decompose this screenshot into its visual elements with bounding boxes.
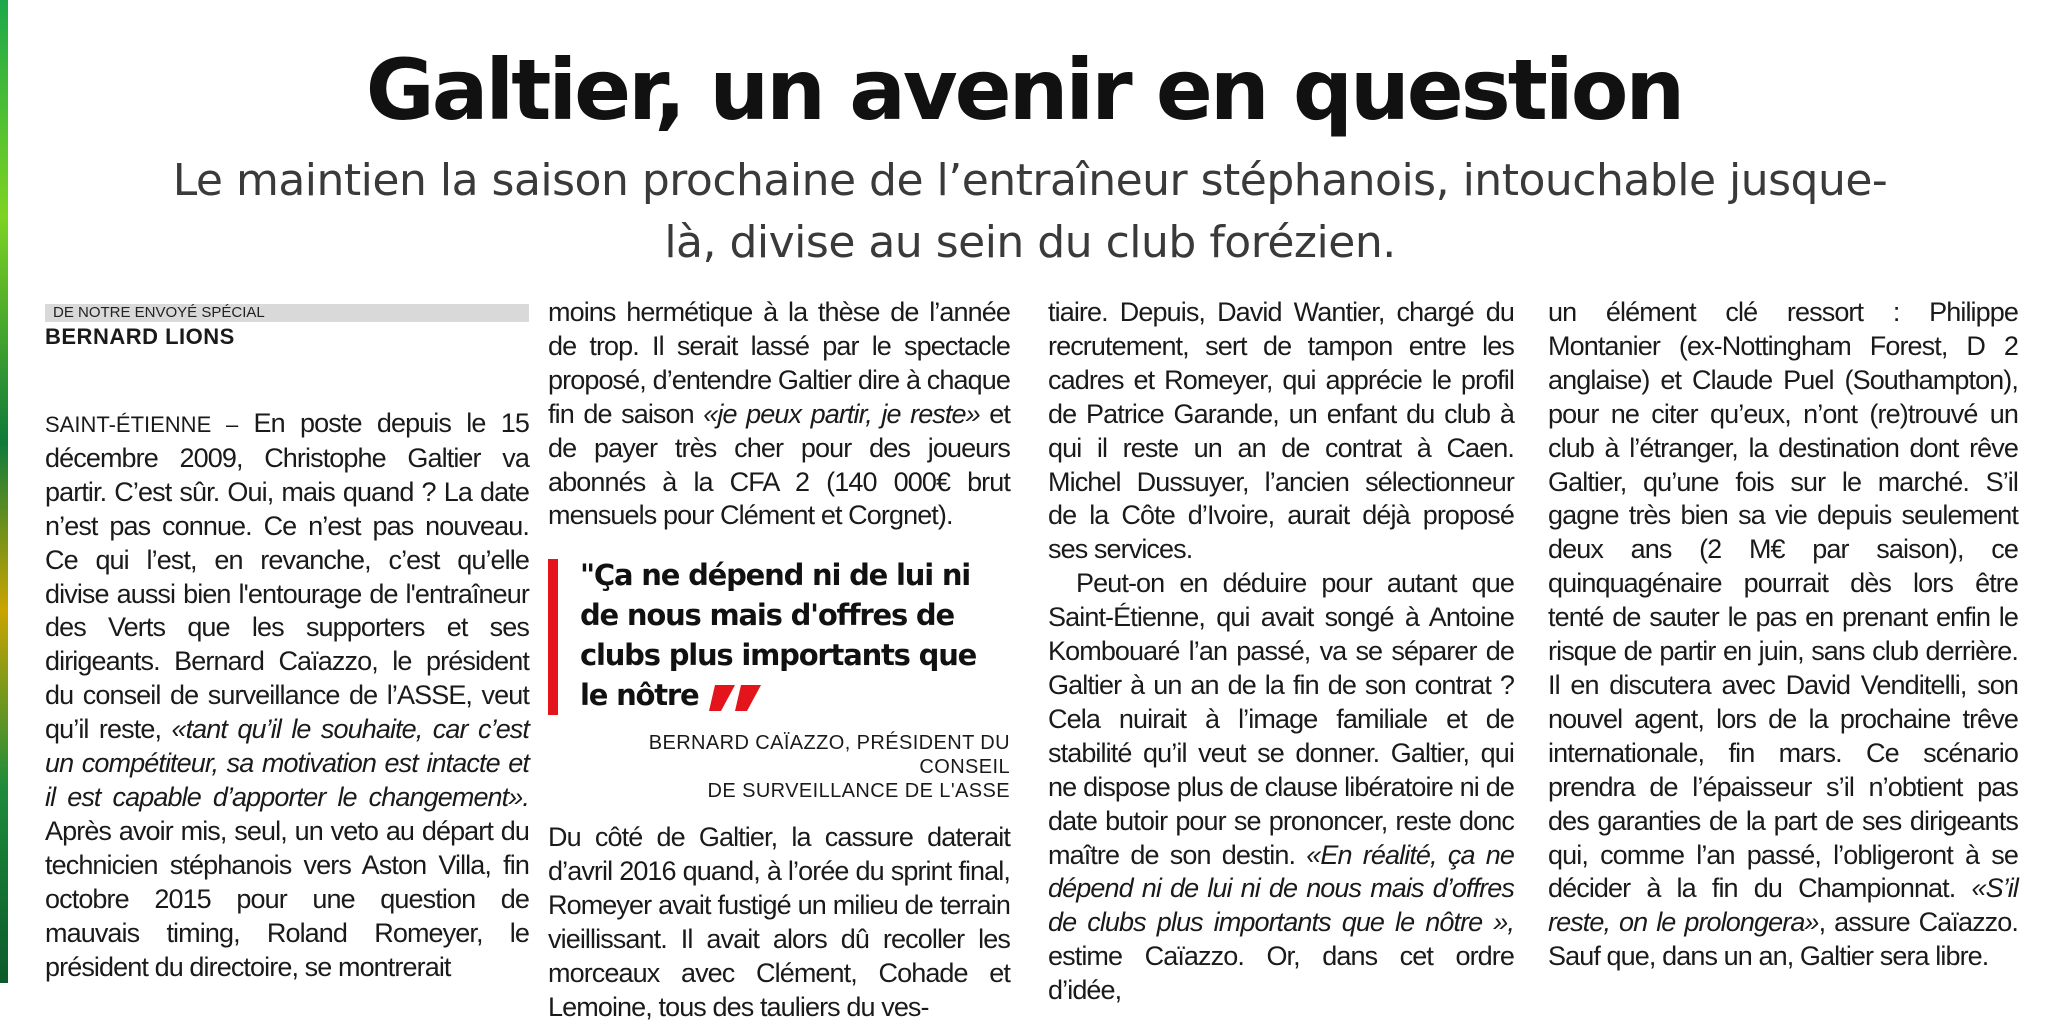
pull-quote [548, 555, 1010, 803]
text-run: En poste depuis le 15 décembre 2009, Christophe Galtier va partir. C’est sûr. Oui, mais quand ? La date n’est pas connue. Ce n’est pas nouveau. Ce qui l’est, en revanche, c’est qu’elle divise aussi bien l'entourage de l'entraîneur des Verts que les supporters et ses dirigeants. Bernard Caïazzo, le président du conseil de surveillance de l’ASSE, veut qu’il reste, [45, 408, 529, 745]
closing-quote-icon [709, 683, 767, 723]
pull-quote-words: "Ça ne dépend ni de lui ni de nous mais d'offres de clubs plus importants que le nôtre [580, 558, 977, 713]
pull-quote-bar [548, 559, 558, 715]
text-run: moins hermétique à la thèse de l’année de trop. Il serait lassé par le spectacle proposé, d’entendre Galtier dire à chaque fin de saison [548, 297, 1010, 429]
paragraph [45, 407, 529, 984]
pull-quote-attribution [580, 731, 1010, 803]
column-1 [45, 294, 529, 983]
text-run: Après avoir mis, seul, un veto au départ du technicien stéphanois vers Aston Villa, fin octobre 2015 pour une question de mauvais timing, Roland Romeyer, le président du directoire, se montrerait [45, 815, 529, 982]
paragraph [1548, 296, 2018, 974]
text-run: , assure Caïazzo. Sauf que, dans un an, Galtier sera libre. [1548, 907, 2019, 972]
paragraph [1048, 567, 1514, 1008]
headline: Galtier, un avenir en question [365, 41, 1683, 139]
text-run: estime Caïazzo. Or, dans cet ordre d’idée, [1048, 941, 1514, 1006]
text-run: un élément clé ressort : Philippe Montanier (ex-Nottingham Forest, D 2 anglaise) et Claude Puel (Southampton), pour ne citer qu’eux, n’ont (re)trouvé un club à l’étranger, la destination dont rêve Galtier, qu’une fois sur le marché. S’il gagne très bien sa vie depuis seulement deux ans (2 M€ par saison), ce quinquagénaire pourrait dès lors être tenté de sauter le pas en prenant enfin le risque de partir en juin, sans club derrière. Il en discutera avec David Venditelli, son nouvel agent, lors de la prochaine trêve internationale, fin mars. Ce scénario prendra de l’épaisseur s’il n’obtient pas des garanties de la part de ses dirigeants qui, comme l’an passé, l’obligeront à se décider à la fin du Championnat. [1548, 297, 2018, 904]
kicker-label: DE NOTRE ENVOYÉ SPÉCIAL [45, 304, 529, 322]
photo-edge-strip [0, 0, 8, 983]
column-3 [1048, 296, 1514, 1006]
paragraph [548, 296, 1010, 533]
dateline: SAINT-ÉTIENNE – [45, 412, 239, 437]
attribution-line: BERNARD CAÏAZZO, PRÉSIDENT DU CONSEIL [648, 732, 1010, 779]
quote-run: «tant qu’il le souhaite, car c’est un compétiteur, sa motivation est intacte et il est capable d’apporter le changement». [45, 714, 530, 812]
paragraph: tiaire. Depuis, David Wantier, chargé du recrutement, sert de tampon entre les cadres et Romeyer, qui apprécie le profil de Patrice Garande, un enfant du club à qui il reste un an de contrat à Caen. Michel Dussuyer, l’ancien sélectionneur de la Côte d’Ivoire, aurait déjà proposé ses services. [1048, 297, 1514, 565]
quote-run: «S’il reste, on le prolongera» [1548, 873, 2018, 938]
column-4 [1548, 296, 2018, 985]
column-2 [548, 296, 1010, 1022]
pull-quote-text [580, 555, 1010, 723]
deck-subtitle: Le maintien la saison prochaine de l’entraîneur stéphanois, intouchable jusque-là, divise au sein du club forézien. [172, 155, 1888, 268]
text-run: Peut-on en déduire pour autant que Saint-Étienne, qui avait songé à Antoine Kombouaré l’an passé, va se séparer de Galtier à un an de la fin de son contrat ? Cela nuirait à l’image familiale et de stabilité qu’il veut se donner. Galtier, qui ne dispose plus de clause libératoire ni de date butoir pour se prononcer, reste donc maître de son destin. [1048, 568, 1514, 870]
paragraph: Du côté de Galtier, la cassure daterait d’avril 2016 quand, à l’orée du sprint final, Romeyer avait fustigé un milieu de terrain vieillissant. Il avait alors dû recoller les morceaux avec Clément, Cohade et Lemoine, tous des tauliers du ves- [548, 822, 1010, 1022]
attribution-line: DE SURVEILLANCE DE L'ASSE [707, 780, 1010, 803]
quote-run: «je peux partir, je reste» [703, 398, 980, 429]
quote-run: «En réalité, ça ne dépend ni de lui ni de nous mais d’offres de clubs plus importants que le nôtre », [1048, 839, 1514, 938]
byline: BERNARD LIONS [45, 324, 235, 349]
text-run: et de payer très cher pour des joueurs abonnés à la CFA 2 (140 000€ brut mensuels pour Clément et Corgnet). [548, 398, 1010, 531]
